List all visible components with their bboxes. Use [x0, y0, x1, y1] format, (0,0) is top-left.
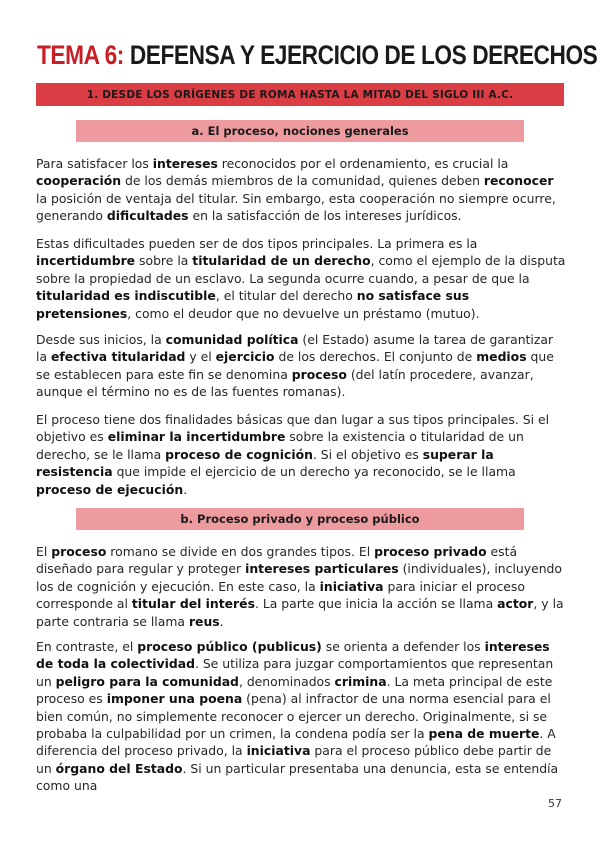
- bold-term: imponer una poena: [106, 691, 243, 707]
- bold-term: intereses: [152, 156, 218, 171]
- bold-term: superar la resistencia: [36, 446, 494, 480]
- paragraph: [36, 411, 568, 498]
- text-run: reconocidos por el ordenamiento, es crucial la: [217, 156, 509, 171]
- bold-term: proceso: [51, 544, 107, 559]
- bold-term: intereses particulares: [245, 561, 399, 577]
- section-heading: 1. DESDE LOS ORÍGENES DE ROMA HASTA LA MITAD DEL SIGLO III A.C.: [36, 83, 564, 106]
- text-run: , denominados: [238, 673, 335, 689]
- bold-term: intereses de toda la colectividad: [36, 639, 550, 672]
- text-run: . La parte que inicia la acción se llama: [254, 596, 498, 612]
- text-run: El: [36, 544, 52, 559]
- text-run: . Si un particular presentaba una denuncia, esta se entendía como una: [36, 760, 559, 794]
- text-run: romano se divide en dos grandes tipos. El: [106, 544, 375, 559]
- bold-term: proceso: [291, 366, 347, 382]
- text-run: . Se utiliza para juzgar comportamientos que representan un: [36, 656, 554, 689]
- text-run: , el titular del derecho: [215, 288, 357, 304]
- text-run: que se establecen para este fin se denomina: [36, 349, 554, 382]
- text-run: (del latín procedere, avanzar, aunque el término no es de las fuentes romanas).: [36, 366, 534, 400]
- bold-term: proceso de cognición: [165, 446, 313, 462]
- bold-term: eliminar la incertidumbre: [107, 429, 286, 445]
- page-title: [37, 40, 597, 70]
- text-run: la posición de ventaja del titular. Sin embargo, esta cooperación no siempre ocurre, generando: [36, 190, 556, 224]
- text-run: .: [183, 481, 188, 497]
- text-run: (pena) al infractor de una norma esencial para el bien común, no simplemente reconocer o ejercer un derecho. Originalmente, si se probaba la culpabilidad por un crimen, la condena podía ser la: [36, 691, 551, 742]
- text-run: está diseñado para regular y proteger: [36, 544, 518, 577]
- bold-term: ejercicio: [215, 349, 275, 365]
- bold-term: reus: [188, 613, 220, 629]
- bold-term: proceso público (publicus): [137, 639, 322, 654]
- text-run: , y la parte contraria se llama: [36, 596, 564, 629]
- text-run: (el Estado) asume la tarea de garantizar la: [36, 332, 554, 365]
- bold-term: crimina: [334, 673, 387, 689]
- title-prefix: TEMA 6:: [37, 40, 124, 70]
- paragraph: [36, 155, 568, 225]
- bold-term: actor: [497, 596, 534, 612]
- bold-term: incertidumbre: [36, 253, 136, 269]
- bold-term: efectiva titularidad: [50, 349, 186, 365]
- text-run: sobre la existencia o titularidad de un derecho, se le llama: [36, 429, 524, 462]
- bold-term: proceso de ejecución: [36, 481, 184, 497]
- text-run: Estas dificultades pueden ser de dos tipos principales. La primera es la: [36, 236, 478, 251]
- bold-term: peligro para la comunidad: [55, 673, 239, 689]
- paragraph: [36, 235, 568, 322]
- paragraph: [36, 543, 568, 630]
- text-run: para el proceso público debe partir de un: [36, 743, 552, 776]
- text-run: Para satisfacer los: [36, 156, 153, 171]
- text-run: Desde sus inicios, la: [36, 332, 166, 347]
- bold-term: órgano del Estado: [55, 760, 183, 776]
- bold-term: dificultades: [106, 208, 189, 224]
- text-run: para iniciar el proceso corresponde al: [36, 578, 525, 612]
- bold-term: iniciativa: [319, 578, 384, 594]
- text-run: . A diferencia del proceso privado, la: [36, 726, 556, 759]
- paragraph: [36, 638, 568, 795]
- text-run: En contraste, el: [36, 639, 138, 654]
- text-run: , como el deudor que no devuelve un préstamo (mutuo).: [127, 305, 480, 321]
- text-run: .: [219, 613, 224, 629]
- text-run: sobre la: [135, 253, 193, 269]
- bold-term: no satisface sus pretensiones: [36, 288, 470, 321]
- text-run: (individuales), incluyendo los de cognición y ejecución. En este caso, la: [36, 561, 562, 594]
- text-run: . La meta principal de este proceso es: [36, 673, 553, 707]
- bold-term: pena de muerte: [428, 726, 540, 742]
- bold-term: titularidad es indiscutible: [36, 288, 216, 304]
- subsection-heading-a: a. El proceso, nociones generales: [76, 120, 524, 142]
- bold-term: iniciativa: [246, 743, 311, 759]
- text-run: se orienta a defender los: [321, 639, 485, 654]
- text-run: de los derechos. El conjunto de: [274, 349, 477, 365]
- text-run: y el: [185, 349, 216, 365]
- page-number: 57: [548, 797, 562, 810]
- bold-term: proceso privado: [374, 544, 487, 559]
- bold-term: cooperación: [36, 173, 122, 189]
- paragraph: [36, 331, 568, 401]
- subsection-heading-b: b. Proceso privado y proceso público: [76, 508, 524, 530]
- text-run: . Si el objetivo es: [312, 446, 423, 462]
- text-run: que impide el ejercicio de un derecho ya reconocido, se le llama: [112, 464, 516, 480]
- bold-term: reconocer: [483, 173, 554, 189]
- text-run: de los demás miembros de la comunidad, quienes deben: [121, 173, 484, 189]
- text-run: , como el ejemplo de la disputa sobre la propiedad de un esclavo. La segunda ocurre cuando, a pesar de que la: [36, 253, 566, 286]
- bold-term: titular del interés: [131, 596, 255, 612]
- title-text: DEFENSA Y EJERCICIO DE LOS DERECHOS: [129, 40, 598, 70]
- text-run: El proceso tiene dos finalidades básicas que dan lugar a sus tipos principales. Si el objetivo es: [36, 412, 550, 445]
- text-run: en la satisfacción de los intereses jurídicos.: [188, 208, 462, 224]
- bold-term: titularidad de un derecho: [192, 253, 371, 269]
- bold-term: medios: [476, 349, 527, 365]
- bold-term: comunidad política: [165, 332, 299, 347]
